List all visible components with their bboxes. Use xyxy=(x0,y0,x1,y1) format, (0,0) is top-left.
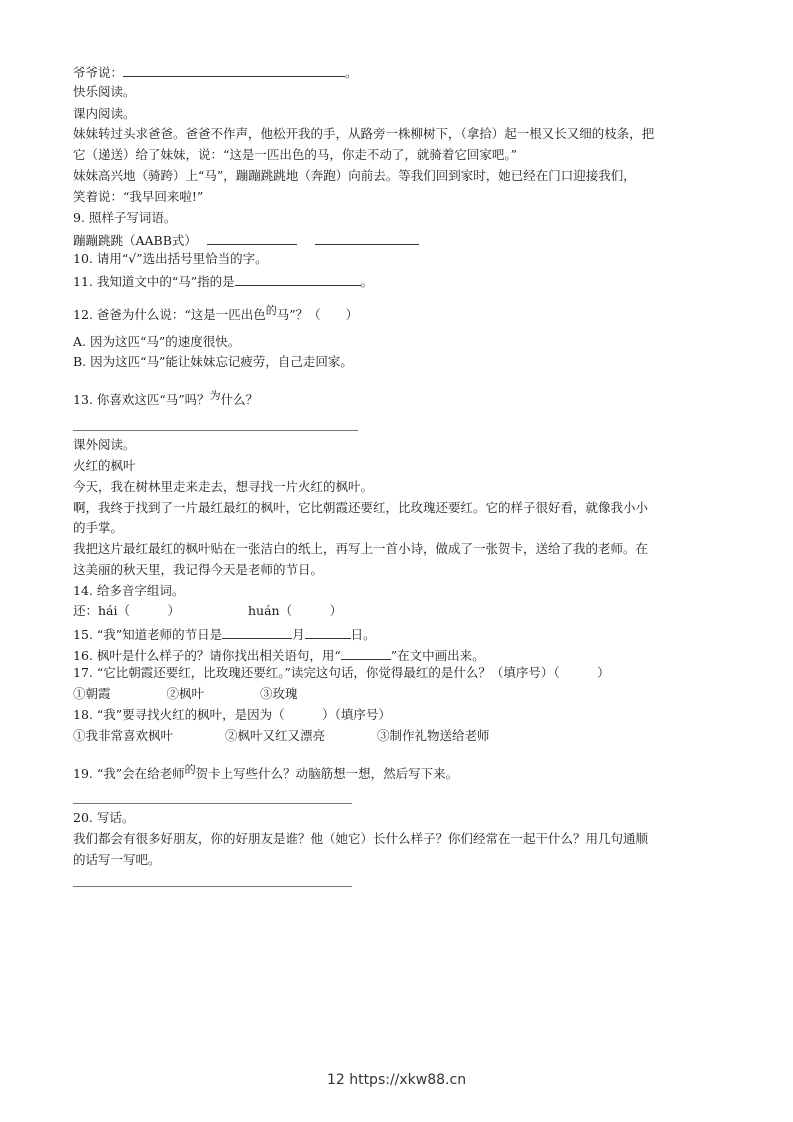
option: ③玫瑰 xyxy=(260,686,298,701)
question-text: 19. “我”会在给老师 xyxy=(73,766,185,781)
passage-title: 火红的枫叶 xyxy=(73,458,136,473)
grandpa-label: 爷爷说： xyxy=(73,65,124,80)
option: ①我非常喜欢枫叶 xyxy=(73,728,174,743)
question-10: 10. 请用“√”选出括号里恰当的字。 xyxy=(73,251,268,266)
option-b: B. 因为这匹“马”能让妹妹忘记疲劳，自己走回家。 xyxy=(73,354,353,369)
grandpa-line xyxy=(73,64,358,80)
question-9: 9. 照样子写词语。 xyxy=(73,210,177,225)
pinyin-item: huán（ ） xyxy=(248,603,343,618)
period: 。 xyxy=(345,65,358,80)
passage-line: 啊，我终于找到了一片最红最红的枫叶，它比朝霞还要红，比玫瑰还要红。它的样子很好看，就像我小小 xyxy=(73,500,649,515)
question-text: ”在文中画出来。 xyxy=(390,648,485,663)
option: ③制作礼物送给老师 xyxy=(377,728,490,743)
answer-line[interactable] xyxy=(73,886,352,887)
answer-blank[interactable] xyxy=(305,626,351,639)
question-text: 日。 xyxy=(350,627,376,642)
answer-line[interactable] xyxy=(73,803,352,804)
answer-blank[interactable] xyxy=(315,232,419,245)
underline-sample xyxy=(341,647,391,660)
question-text: 贺卡上写些什么？动脑筋想一想，然后写下来。 xyxy=(195,766,459,781)
question-text: 月 xyxy=(292,627,305,642)
question-text: 13. 你喜欢这匹“马”吗？ xyxy=(73,392,210,407)
raised-char: 的 xyxy=(265,304,277,317)
question-text: 马”？（ ） xyxy=(276,307,359,322)
answer-blank[interactable] xyxy=(235,273,361,286)
question-text: 11. 我知道文中的“马”指的是 xyxy=(73,274,235,289)
question-14-items xyxy=(73,605,342,618)
passage-line: 笑着说：“我早回来啦!” xyxy=(73,189,204,204)
option: ②枫叶 xyxy=(166,686,205,701)
passage-line: 我把这片最红最红的枫叶贴在一张洁白的纸上，再写上一首小诗，做成了一张贺卡，送给了我的老师。在 xyxy=(73,541,649,556)
period: 。 xyxy=(360,274,374,289)
raised-char: 的 xyxy=(184,763,196,776)
passage-line: 妹妹转过头求爸爸。爸爸不作声，他松开我的手，从路旁一株柳树下，（拿拾）起一根又长又细的枝条，把 xyxy=(73,126,655,141)
question-text: 什么？ xyxy=(220,392,259,407)
question-text: 15. “我”知道老师的节日是 xyxy=(73,627,223,642)
question-13 xyxy=(73,390,258,407)
raised-char: 为 xyxy=(209,389,221,402)
option: ②枫叶又红又漂亮 xyxy=(225,728,326,743)
prompt-line: 的话写一写吧。 xyxy=(73,852,161,867)
passage-line: 今天，我在树林里走来走去，想寻找一片火红的枫叶。 xyxy=(73,479,374,494)
question-text: 16. 枫叶是什么样子的？请你找出相关语句，用“ xyxy=(73,648,341,663)
section-heading: 课内阅读。 xyxy=(73,106,136,121)
question-15 xyxy=(73,626,376,642)
question-17: 17. “它比朝霞还要红，比玫瑰还要红。”读完这句话，你觉得最红的是什么？（填序号）（ ） xyxy=(73,665,610,680)
question-20: 20. 写话。 xyxy=(73,810,135,825)
question-12 xyxy=(73,305,358,322)
question-16 xyxy=(73,647,485,663)
passage-line: 的手掌。 xyxy=(73,520,124,535)
example-word: 蹦蹦跳跳（AABB式） xyxy=(73,233,197,248)
section-heading: 课外阅读。 xyxy=(73,437,136,452)
answer-blank[interactable] xyxy=(123,64,345,77)
question-9-example xyxy=(73,232,419,248)
question-19 xyxy=(73,764,458,781)
option: ①朝霞 xyxy=(73,686,111,701)
question-18: 18. “我”要寻找火红的枫叶，是因为（ ）（填序号） xyxy=(73,707,391,722)
question-11 xyxy=(73,273,373,289)
option-a: A. 因为这匹“马”的速度很快。 xyxy=(73,334,241,349)
question-18-options xyxy=(73,730,490,743)
passage-line: 妹妹高兴地（骑跨）上“马”，蹦蹦跳跳地（奔跑）向前去。等我们回到家时，她已经在门口迎接我们， xyxy=(73,168,636,183)
pinyin-item: 还：hái（ ） xyxy=(73,603,181,618)
question-text: 12. 爸爸为什么说：“这是一匹出色 xyxy=(73,307,266,322)
section-heading: 快乐阅读。 xyxy=(73,84,136,99)
answer-line[interactable] xyxy=(73,430,358,431)
answer-blank[interactable] xyxy=(222,626,292,639)
answer-blank[interactable] xyxy=(207,232,297,245)
page-footer: 12 https://xkw88.cn xyxy=(326,1072,467,1088)
passage-line: 这美丽的秋天里，我记得今天是老师的节日。 xyxy=(73,562,324,577)
question-17-options xyxy=(73,688,298,701)
prompt-line: 我们都会有很多好朋友，你的好朋友是谁？他（她它）长什么样子？你们经常在一起干什么？用几句通顺 xyxy=(73,831,649,846)
passage-line: 它（递送）给了妹妹，说：“这是一匹出色的马，你走不动了，就骑着它回家吧。” xyxy=(73,147,518,162)
question-14: 14. 给多音字组词。 xyxy=(73,583,185,598)
